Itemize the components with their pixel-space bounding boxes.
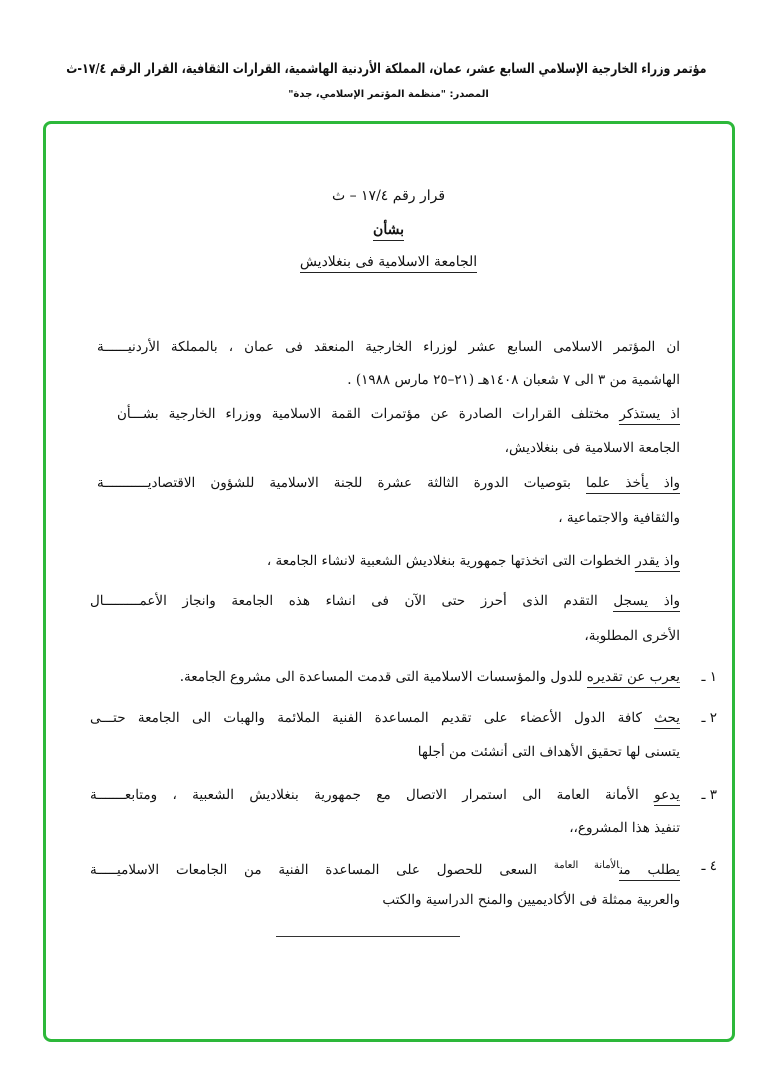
operative-keyword: يحث <box>654 710 680 729</box>
preamble-line: واذ يسجل التقدم الذى أحرز حتى الآن فى انشاء هذه الجامعة وانجاز الأعمـــــــــال <box>90 591 680 611</box>
operative-keyword: يطلب من <box>619 862 680 881</box>
preamble-keyword: واذ يأخذ علما <box>586 475 680 494</box>
preamble-keyword: اذ يستذكر <box>619 406 680 425</box>
regarding-heading: بشأن <box>0 222 777 238</box>
operative-number: ٣ ـ <box>701 787 717 803</box>
preamble-keyword: واذ يسجل <box>613 593 680 612</box>
preamble-line: اذ يستذكر مختلف القرارات الصادرة عن مؤتمرات القمة الاسلامية ووزراء الخارجية بشـــأن <box>117 404 680 424</box>
operative-line: يعرب عن تقديره للدول والمؤسسات الاسلامية التى قدمت المساعدة الى مشروع الجامعة. <box>180 667 680 687</box>
document-source-text: المصدر: "منظمة المؤتمر الإسلامي، جدة" <box>288 89 489 100</box>
operative-keyword: يعرب عن تقديره <box>587 669 680 688</box>
preamble-line: واذ يقدر الخطوات التى اتخذتها جمهورية بنغلاديش الشعبية لانشاء الجامعة ، <box>267 551 680 571</box>
preamble-line: الجامعة الاسلامية فى بنغلاديش، <box>504 440 680 456</box>
operative-number: ٤ ـ <box>701 858 717 874</box>
preamble-line: الهاشمية من ٣ الى ٧ شعبان ١٤٠٨هـ (٢١–٢٥ مارس ١٩٨٨) . <box>347 372 680 388</box>
document-header-title <box>0 60 777 78</box>
operative-number: ١ ـ <box>701 669 717 685</box>
preamble-keyword: واذ يقدر <box>635 553 680 572</box>
document-header-title-text: مؤتمر وزراء الخارجية الإسلامي السابع عشر، عمان، المملكة الأردنية الهاشمية، القرارات الثقافية، القرار الرقم ١٧/٤-ث <box>66 61 707 77</box>
preamble-line: والثقافية والاجتماعية ، <box>558 510 680 526</box>
end-rule <box>276 936 460 937</box>
preamble-line: الأخرى المطلوبة، <box>584 628 680 644</box>
resolution-number: قرار رقم ١٧/٤ – ث <box>331 188 446 204</box>
operative-line: يحث كافة الدول الأعضاء على تقديم المساعدة الفنية الملائمة والهبات الى الجامعة حتـــى <box>90 708 680 728</box>
operative-line: يطلب من$^{الأمانة العامة}$ السعى للحصول على المساعدة الفنية من الجامعات الاسلاميـــــة <box>90 856 680 880</box>
preamble-line: واذ يأخذ علما بتوصيات الدورة الثالثة عشرة للجنة الاسلامية للشؤون الاقتصاديـــــــــــة <box>97 473 680 493</box>
operative-line: يدعو الأمانة العامة الى استمرار الاتصال مع جمهورية بنغلاديش الشعبية ، ومتابعـــــــة <box>90 785 680 805</box>
operative-line: يتسنى لها تحقيق الأهداف التى أنشئت من أجلها <box>417 744 680 760</box>
inserted-text: الأمانة العامة <box>553 860 620 871</box>
operative-line: تنفيذ هذا المشروع،، <box>569 820 680 836</box>
operative-keyword: يدعو <box>654 787 680 806</box>
preamble-line: ان المؤتمر الاسلامى السابع عشر لوزراء الخارجية المنعقد فى عمان ، بالمملكة الأردنيــــــة <box>97 339 680 355</box>
operative-number: ٢ ـ <box>701 710 717 726</box>
document-source <box>0 86 777 104</box>
operative-line: والعربية ممثلة فى الأكاديميين والمنح الدراسية والكتب <box>382 892 680 908</box>
resolution-subject: الجامعة الاسلامية فى بنغلاديش <box>0 254 777 270</box>
